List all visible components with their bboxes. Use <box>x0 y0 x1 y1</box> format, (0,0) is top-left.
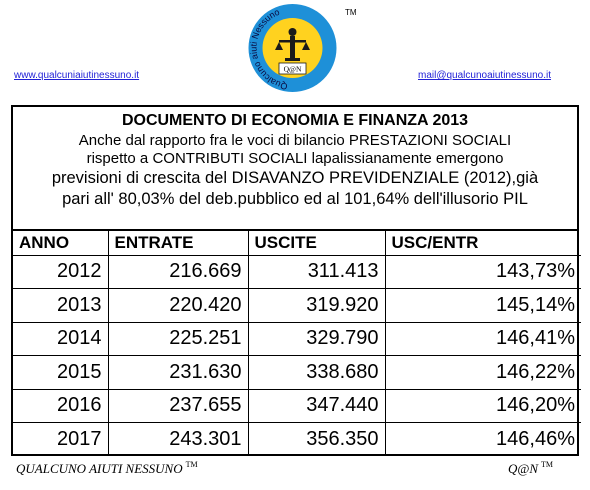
cell-usc-entr: 145,14% <box>385 289 581 323</box>
finance-sheet <box>11 105 579 456</box>
cell-anno: 2017 <box>13 423 108 457</box>
footer-right-trademark: TM <box>541 460 554 469</box>
column-header-anno: ANNO <box>13 231 108 255</box>
cell-uscite: 319.920 <box>248 289 385 323</box>
table-row <box>13 255 581 289</box>
footer-right <box>508 460 553 477</box>
data-table <box>13 231 581 456</box>
cell-usc-entr: 146,41% <box>385 322 581 356</box>
intro-line: previsioni di crescita del DISAVANZO PREVIDENZIALE (2012),già <box>51 169 539 187</box>
cell-usc-entr: 146,46% <box>385 423 581 457</box>
footer-left <box>16 460 198 477</box>
cell-uscite: 311.413 <box>248 255 385 289</box>
table-row <box>13 389 581 423</box>
column-header-usc-entr: USC/ENTR <box>385 231 581 255</box>
logo-trademark: TM <box>345 8 357 17</box>
website-link[interactable]: www.qualcuniaiutinessuno.it <box>14 70 140 81</box>
cell-anno: 2013 <box>13 289 108 323</box>
cell-anno: 2016 <box>13 389 108 423</box>
cell-entrate: 216.669 <box>108 255 248 289</box>
cell-anno: 2012 <box>13 255 108 289</box>
cell-entrate: 231.630 <box>108 356 248 390</box>
footer-left-trademark: TM <box>185 460 198 469</box>
intro-line: Anche dal rapporto fra le voci di bilancio PRESTAZIONI SOCIALI <box>78 132 512 149</box>
cell-anno: 2015 <box>13 356 108 390</box>
cell-entrate: 243.301 <box>108 423 248 457</box>
cell-anno: 2014 <box>13 322 108 356</box>
cell-usc-entr: 146,22% <box>385 356 581 390</box>
table-row <box>13 423 581 457</box>
document-title: DOCUMENTO DI ECONOMIA E FINANZA 2013 <box>121 112 469 129</box>
cell-uscite: 329.790 <box>248 322 385 356</box>
cell-entrate: 225.251 <box>108 322 248 356</box>
cell-usc-entr: 143,73% <box>385 255 581 289</box>
cell-uscite: 338.680 <box>248 356 385 390</box>
column-header-entrate: ENTRATE <box>108 231 248 255</box>
column-header-uscite: USCITE <box>248 231 385 255</box>
table-row <box>13 356 581 390</box>
intro-line: pari all' 80,03% del deb.pubblico ed al 101,64% dell'illusorio PIL <box>62 190 528 208</box>
cell-entrate: 220.420 <box>108 289 248 323</box>
intro-line: rispetto a CONTRIBUTI SOCIALI lapalissianamente emergono <box>86 150 504 167</box>
cell-entrate: 237.655 <box>108 389 248 423</box>
email-link[interactable]: mail@qualcunoaiutinessuno.it <box>418 70 552 81</box>
table-row <box>13 289 581 323</box>
table-row <box>13 322 581 356</box>
qan-logo <box>235 2 350 94</box>
footer-left-text: QUALCUNO AIUTI NESSUNO <box>16 461 183 476</box>
cell-uscite: 356.350 <box>248 423 385 457</box>
logo-ring-text: Qualcuno aiuti Nessuno <box>248 6 289 92</box>
cell-uscite: 347.440 <box>248 389 385 423</box>
logo-center-text: Q@N <box>283 64 302 74</box>
table-header-row <box>13 231 581 255</box>
footer-right-text: Q@N <box>508 461 539 476</box>
cell-usc-entr: 146,20% <box>385 389 581 423</box>
document-header <box>13 107 577 231</box>
